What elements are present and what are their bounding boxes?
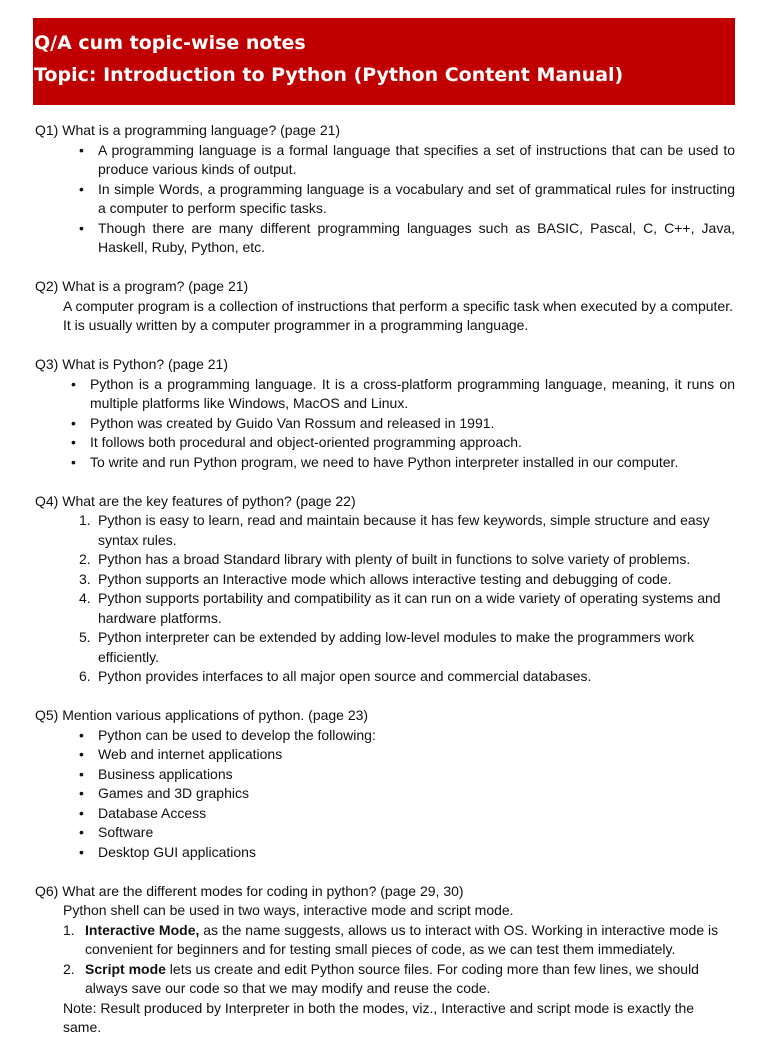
list-item [35,628,735,667]
item-text: lets us create and edit Python source files. For coding more than few lines, we should always save our code so that we may modify and reuse the code. [85,960,699,996]
list-item: • Database Access [35,804,735,824]
list-item [35,511,735,550]
item-number: 6. [79,668,91,684]
list-item [35,570,735,590]
numbered-list [35,921,735,999]
list-item: • In simple Words, a programming language is a vocabulary and set of grammatical rules for instructing a computer to perform specific tasks. [35,180,735,219]
note-text: Note: Result produced by Interpreter in both the modes, viz., Interactive and script mode is exactly the same. [63,999,695,1035]
item-text: Python provides interfaces to all major open source and commercial databases. [98,668,592,684]
list-item: • To write and run Python program, we need to have Python interpreter installed in our computer. [35,453,735,473]
list-item: • Games and 3D graphics [35,784,735,804]
question-heading: Q4) What are the key features of python? (page 22) [35,492,356,509]
section-q5 [35,706,735,862]
list-item: • Business applications [35,765,735,785]
banner-title: Q/A cum topic-wise notes [34,32,306,54]
item-text: as the name suggests, allows us to interact with OS. Working in interactive mode is convenient for beginners and for testing small pieces of code, as we can test them immediately. [85,921,719,957]
item-text: Python is easy to learn, read and maintain because it has few keywords, simple structure and easy syntax rules. [98,512,710,548]
list-item: • Python was created by Guido Van Rossum and released in 1991. [35,414,735,434]
list-item [35,550,735,570]
item-number: 2. [79,551,91,567]
section-q6 [35,882,735,1038]
list-item: • It follows both procedural and object-oriented programming approach. [35,433,735,453]
item-text: Python interpreter can be extended by adding low-level modules to make the programmers work efficiently. [98,629,695,665]
item-text: Python supports portability and compatibility as it can run on a wide variety of operating systems and hardware platforms. [98,590,721,626]
bullet-list [35,375,735,473]
list-item: • Python is a programming language. It is a cross-platform programming language, meaning, it runs on multiple platforms like Windows, MacOS and Linux. [35,375,735,414]
answer-line: It is usually written by a computer programmer in a programming language. [63,317,529,333]
item-number: 2. [63,960,75,977]
answer-line: A computer program is a collection of instructions that perform a specific task when executed by a computer. [63,297,733,314]
bullet-list [35,141,735,258]
question-heading: Q3) What is Python? (page 21) [35,356,228,372]
banner-topic: Topic: Introduction to Python (Python Content Manual) [34,64,624,86]
item-term: Interactive Mode, [85,921,200,938]
item-term: Script mode [85,960,166,977]
item-number: 3. [79,570,91,587]
item-number: 4. [79,590,91,606]
question-heading: Q5) Mention various applications of python. (page 23) [35,707,369,723]
list-item [35,921,735,960]
list-item: • Desktop GUI applications [35,843,735,863]
item-number: 1. [63,921,75,938]
intro-text: Python shell can be used in two ways, interactive mode and script mode. [63,902,514,918]
question-heading: Q1) What is a programming language? (page 21) [35,122,341,138]
item-text: Python supports an Interactive mode which allows interactive testing and debugging of code. [98,570,672,587]
section-q4 [35,492,735,687]
item-number: 1. [79,512,91,528]
item-number: 5. [79,629,91,645]
section-q3 [35,355,735,472]
list-item: • A programming language is a formal language that specifies a set of instructions that can be used to produce various kinds of output. [35,141,735,180]
list-item: • Python can be used to develop the following: [35,726,735,746]
list-item [35,960,735,999]
item-text: Python has a broad Standard library with plenty of built in functions to solve variety of problems. [98,551,691,567]
section-q1 [35,121,735,258]
bullet-list [35,726,735,863]
list-item [35,667,735,687]
list-item: • Software [35,823,735,843]
question-heading: Q6) What are the different modes for coding in python? (page 29, 30) [35,882,464,899]
title-banner [33,18,735,105]
question-heading: Q2) What is a program? (page 21) [35,278,249,294]
numbered-list [35,511,735,687]
list-item: • Though there are many different programming languages such as BASIC, Pascal, C, C++, Java, Haskell, Ruby, Python, etc. [35,219,735,258]
document-body [35,121,735,1038]
list-item: • Web and internet applications [35,745,735,765]
section-q2 [35,277,735,336]
list-item [35,589,735,628]
